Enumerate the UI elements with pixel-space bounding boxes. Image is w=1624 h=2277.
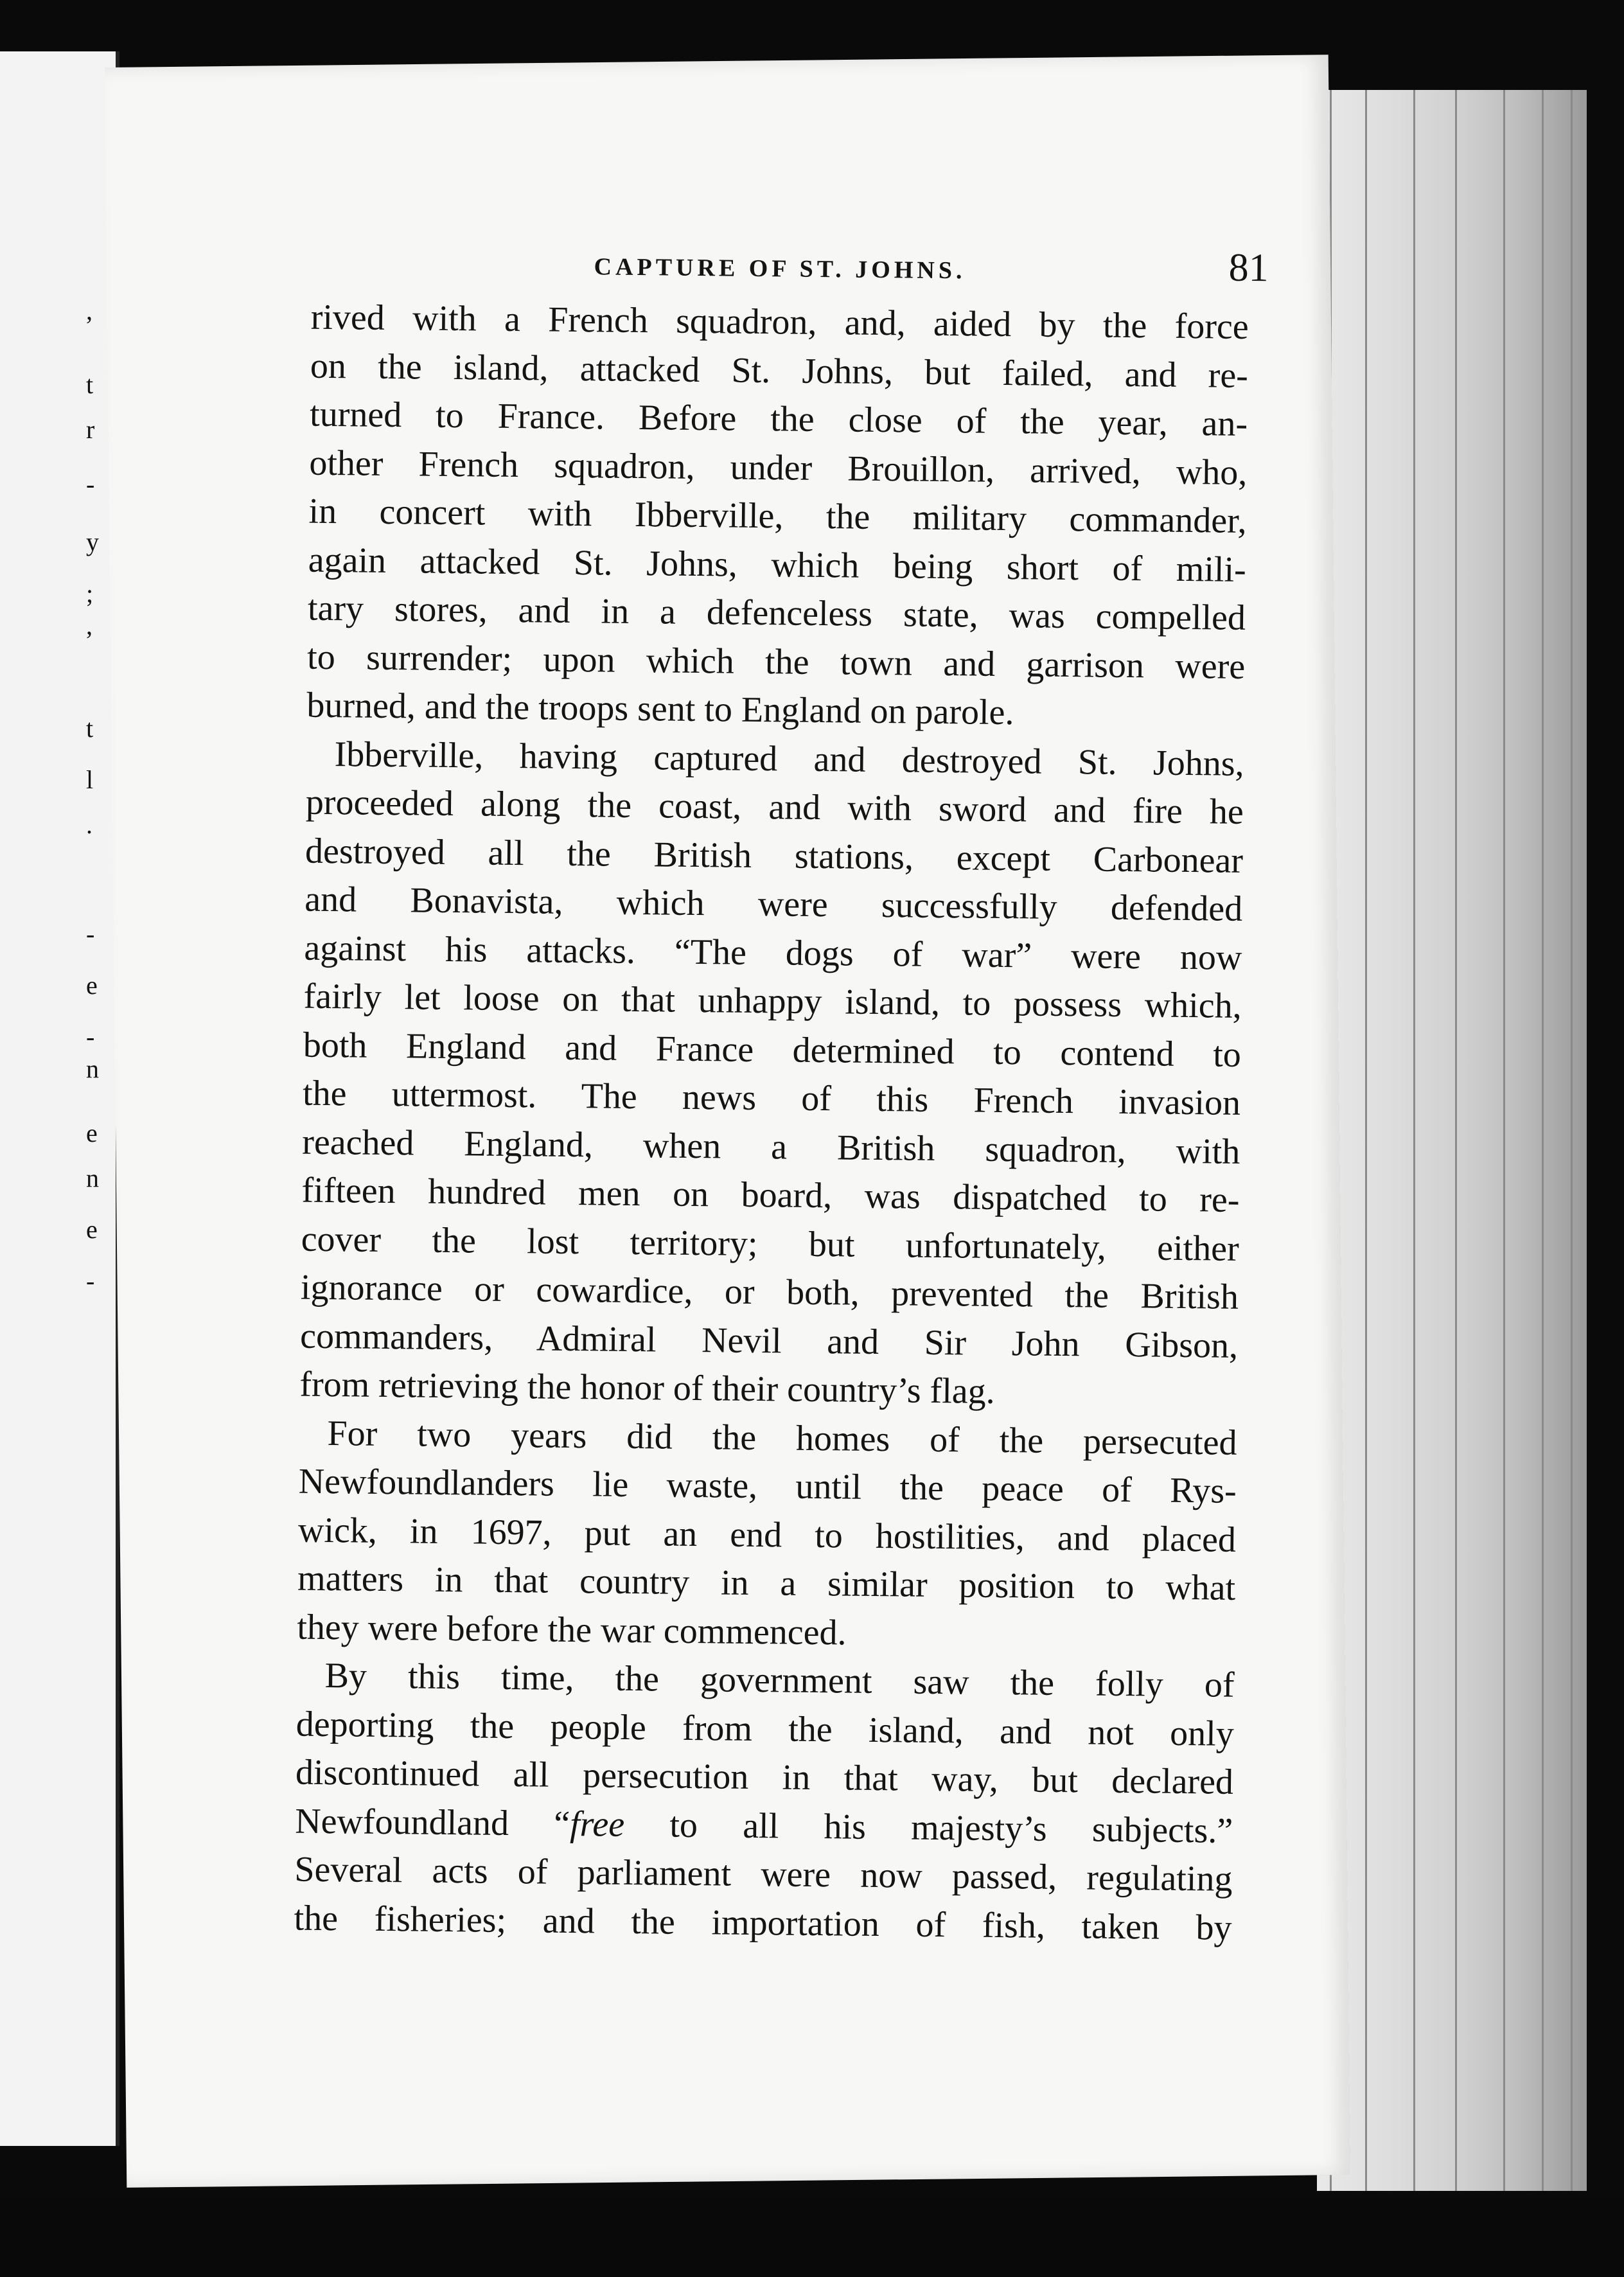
text-line: and Bonavista, which were successfully defended bbox=[304, 879, 1243, 929]
running-head bbox=[311, 223, 1269, 303]
page-number: 81 bbox=[1228, 245, 1269, 290]
text-line: again attacked St. Johns, which being short of mili- bbox=[308, 540, 1247, 590]
margin-char: - bbox=[86, 1022, 95, 1051]
text-line: turned to France. Before the close of the year, an- bbox=[309, 394, 1248, 444]
text-line: destroyed all the British stations, except Carbonear bbox=[304, 831, 1244, 881]
text-line: fifteen hundred men on board, was dispatched to re- bbox=[301, 1170, 1240, 1220]
facing-page-edge bbox=[0, 51, 119, 2146]
text-line: matters in that country in a similar position to what bbox=[297, 1558, 1236, 1608]
text-line: ignorance or cowardice, or both, prevented the British bbox=[300, 1267, 1239, 1317]
text-line: deporting the people from the island, and not only bbox=[296, 1704, 1235, 1754]
page-edges bbox=[1317, 90, 1587, 2191]
emphasis-word: free bbox=[569, 1803, 625, 1845]
paragraph bbox=[297, 1409, 1237, 1661]
margin-char: , bbox=[86, 611, 93, 640]
text-line: Several acts of parliament were now passed, regulating bbox=[294, 1849, 1233, 1899]
book-page bbox=[105, 55, 1350, 2188]
text-line: to surrender; upon which the town and garrison were bbox=[306, 637, 1246, 687]
text-line: against his attacks. “The dogs of war” were now bbox=[304, 928, 1242, 978]
text-line: the uttermost. The news of this French invasion bbox=[302, 1073, 1241, 1123]
text-line: Newfoundland “free to all his majesty’s subjects.” bbox=[294, 1801, 1233, 1851]
text-line: fairly let loose on that unhappy island, to possess which, bbox=[303, 976, 1242, 1026]
text-line: Ibberville, having captured and destroyed St. Johns, bbox=[334, 734, 1244, 784]
text-line: wick, in 1697, put an end to hostilities, and placed bbox=[297, 1510, 1237, 1560]
margin-char: n bbox=[86, 1054, 99, 1083]
margin-char: r bbox=[86, 415, 95, 444]
text-line: burned, and the troops sent to England on parole. bbox=[306, 685, 1014, 733]
text-line: reached England, when a British squadron, with bbox=[302, 1122, 1240, 1172]
text-line: they were before the war commenced. bbox=[297, 1607, 847, 1653]
text-line: on the island, attacked St. Johns, but failed, and re- bbox=[310, 346, 1249, 396]
text-line: discontinued all persecution in that way, but declared bbox=[295, 1752, 1234, 1802]
margin-char: . bbox=[86, 810, 93, 839]
margin-char: e bbox=[86, 971, 98, 1000]
margin-char: ; bbox=[86, 579, 94, 608]
page-text-block bbox=[294, 223, 1269, 1953]
scan-bottom-border bbox=[0, 2197, 1624, 2277]
text-line: Newfoundlanders lie waste, until the peace of Rys- bbox=[298, 1461, 1237, 1511]
text-line: cover the lost territory; but unfortunately, either bbox=[301, 1219, 1240, 1269]
paragraph bbox=[294, 1652, 1235, 1953]
margin-char: , bbox=[86, 296, 93, 325]
margin-char: e bbox=[86, 1119, 98, 1147]
paragraph bbox=[299, 730, 1244, 1419]
margin-char: - bbox=[86, 470, 95, 499]
text-line: tary stores, and in a defenceless state, was compelled bbox=[307, 588, 1246, 638]
margin-char: n bbox=[86, 1164, 99, 1192]
text-line: other French squadron, under Brouillon, arrived, who, bbox=[309, 443, 1248, 493]
margin-char: - bbox=[86, 919, 95, 948]
margin-char: - bbox=[86, 1266, 95, 1295]
text-line: rived with a French squadron, and, aided by the force bbox=[310, 297, 1249, 347]
text-line: both England and France determined to contend to bbox=[303, 1025, 1242, 1075]
text-line: proceeded along the coast, and with sword and fire he bbox=[305, 782, 1244, 832]
margin-char: l bbox=[86, 765, 94, 794]
text-line: the fisheries; and the importation of fish, taken by bbox=[294, 1898, 1232, 1948]
margin-char: t bbox=[86, 714, 94, 743]
text-line: By this time, the government saw the folly of bbox=[324, 1656, 1235, 1705]
text-line: For two years did the homes of the persecuted bbox=[327, 1413, 1237, 1463]
text-line: in concert with Ibberville, the military commander, bbox=[308, 491, 1247, 541]
text-line: from retrieving the honor of their country’s flag. bbox=[299, 1364, 996, 1412]
margin-char: e bbox=[86, 1215, 98, 1244]
paragraph bbox=[306, 294, 1249, 740]
text-line: commanders, Admiral Nevil and Sir John Gibson, bbox=[299, 1316, 1239, 1366]
margin-char: t bbox=[86, 370, 94, 399]
running-head-title: CAPTURE OF ST. JOHNS. bbox=[594, 253, 966, 285]
margin-char: y bbox=[86, 527, 99, 556]
